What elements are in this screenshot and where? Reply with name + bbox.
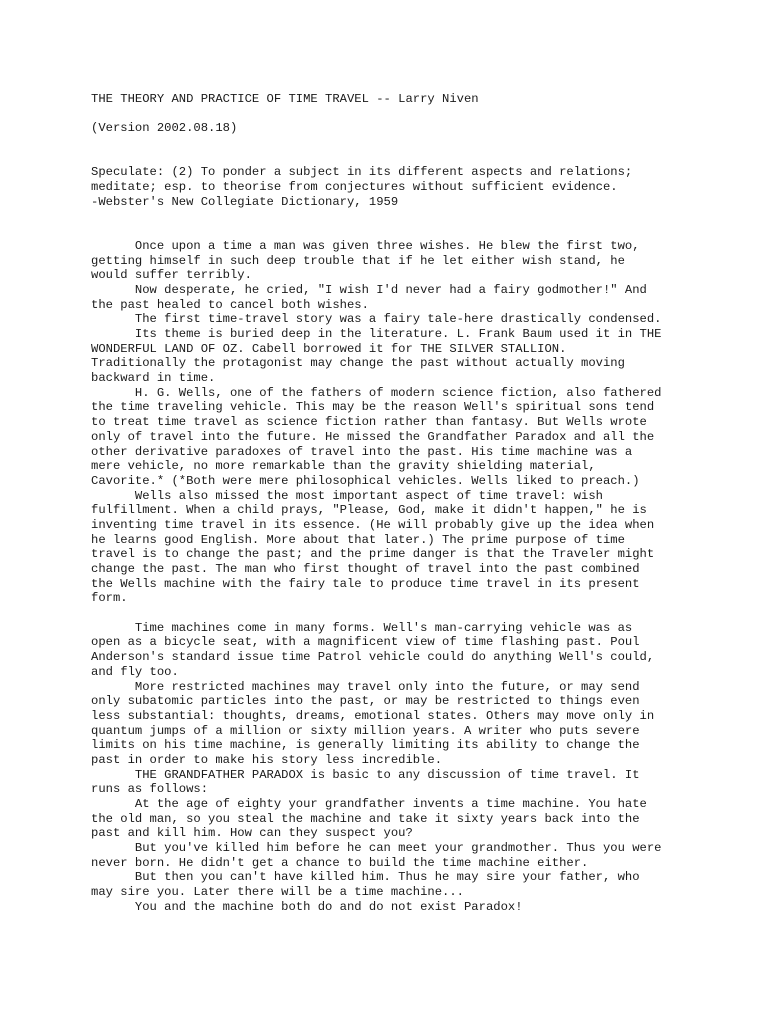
text-line: form. (91, 591, 128, 606)
text-line: never born. He didn't get a chance to build the time machine either. (91, 855, 589, 870)
text-line: other derivative paradoxes of travel into the past. His time machine was a (91, 444, 633, 459)
text-line: the time traveling vehicle. This may be the reason Well's spiritual sons tend (91, 400, 655, 415)
text-line (91, 107, 731, 122)
text-line: Traditionally the protagonist may change the past without actually moving (91, 356, 625, 371)
text-line: getting himself in such deep trouble that if he let either wish stand, he (91, 253, 625, 268)
text-line: backward in time. (91, 371, 216, 386)
text-line: quantum jumps of a million or sixty million years. A writer who puts severe (91, 723, 640, 738)
text-line: only of travel into the future. He missed the Grandfather Paradox and all the (91, 429, 655, 444)
text-line: would suffer terribly. (91, 268, 252, 283)
text-line: (Version 2002.08.18) (91, 121, 238, 136)
text-line: less substantial: thoughts, dreams, emotional states. Others may move only in (91, 708, 655, 723)
text-line (91, 224, 731, 239)
text-line: Its theme is buried deep in the literature. L. Frank Baum used it in THE (91, 327, 662, 341)
text-line: the Wells machine with the fairy tale to produce time travel in its present (91, 576, 640, 591)
text-line: change the past. The man who first thought of travel into the past combined (91, 562, 640, 576)
text-line: past and kill him. How can they suspect you? (91, 826, 413, 841)
text-line: But you've killed him before he can meet your grandmother. Thus you were (91, 841, 662, 856)
text-line: Cavorite.* (*Both were mere philosophical vehicles. Wells liked to preach.) (91, 473, 640, 488)
document-title: THE THEORY AND PRACTICE OF TIME TRAVEL -- Larry Niven (91, 92, 479, 106)
text-line: meditate; esp. to theorise from conjectures without sufficient evidence. (91, 180, 618, 195)
text-line: inventing time travel in its essence. (He will probably give up the idea when (91, 517, 655, 532)
text-line: But then you can't have killed him. Thus he may sire your father, who (91, 870, 640, 885)
text-line: At the age of eighty your grandfather invents a time machine. You hate (91, 797, 647, 811)
text-line: Speculate: (2) To ponder a subject in its different aspects and relations; (91, 165, 633, 180)
text-line (91, 210, 731, 225)
text-line: Time machines come in many forms. Well's man-carrying vehicle was as (91, 620, 633, 635)
text-line: More restricted machines may travel only into the future, or may send (91, 679, 640, 694)
text-line: THE GRANDFATHER PARADOX is basic to any discussion of time travel. It (91, 767, 640, 782)
text-line: -Webster's New Collegiate Dictionary, 1959 (91, 194, 399, 209)
text-line: past in order to make his story less incredible. (91, 752, 443, 767)
text-line (91, 136, 731, 151)
text-line: to treat time travel as science fiction rather than fantasy. But Wells wrote (91, 415, 647, 430)
text-line: he learns good English. More about that later.) The prime purpose of time (91, 532, 625, 547)
text-line: WONDERFUL LAND OF OZ. Cabell borrowed it for THE SILVER STALLION. (91, 341, 567, 356)
text-line (91, 606, 731, 621)
text-line: Now desperate, he cried, "I wish I'd never had a fairy godmother!" And (91, 282, 647, 297)
text-line: Anderson's standard issue time Patrol vehicle could do anything Well's could, (91, 650, 655, 665)
text-line: open as a bicycle seat, with a magnificent view of time flashing past. Poul (91, 635, 640, 650)
text-line: Wells also missed the most important aspect of time travel: wish (91, 488, 603, 503)
text-line: Once upon a time a man was given three wishes. He blew the first two, (91, 238, 640, 253)
text-line: The first time-travel story was a fairy tale-here drastically condensed. (91, 312, 662, 327)
text-line: limits on his time machine, is generally limiting its ability to change the (91, 738, 640, 753)
text-line: travel is to change the past; and the prime danger is that the Traveler might (91, 547, 655, 562)
text-line: H. G. Wells, one of the fathers of modern science fiction, also fathered (91, 385, 662, 400)
text-line: runs as follows: (91, 782, 209, 797)
text-line: mere vehicle, no more remarkable than the gravity shielding material, (91, 459, 596, 474)
text-line: only subatomic particles into the past, or may be restricted to things even (91, 694, 640, 709)
text-line: You and the machine both do and do not exist Paradox! (91, 899, 523, 914)
text-line: fulfillment. When a child prays, "Please, God, make it didn't happen," he is (91, 503, 647, 518)
text-line: and fly too. (91, 664, 179, 679)
document-body (91, 92, 731, 915)
text-line (91, 151, 731, 166)
text-line: the old man, so you steal the machine and take it sixty years back into the (91, 811, 640, 826)
text-line: may sire you. Later there will be a time machine... (91, 885, 464, 900)
text-line: the past healed to cancel both wishes. (91, 297, 369, 312)
